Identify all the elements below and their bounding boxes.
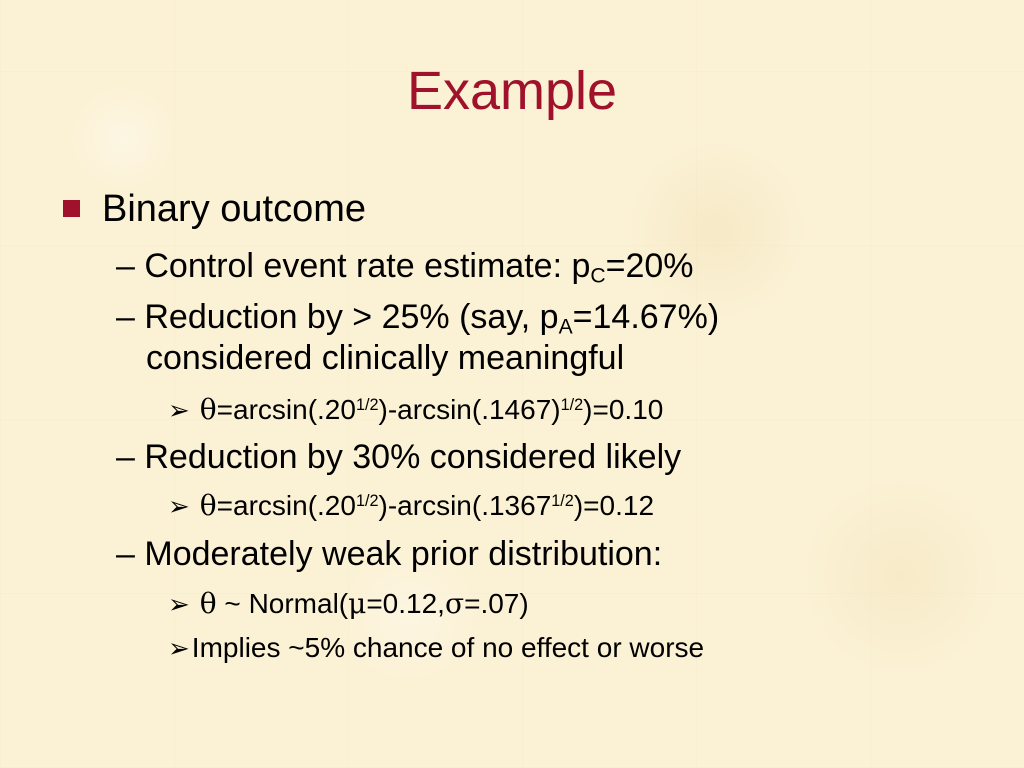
mu-symbol: μ bbox=[348, 587, 367, 620]
theta-formula-012 bbox=[168, 489, 655, 522]
theta-symbol: θ bbox=[199, 489, 217, 522]
formula-part: =0.12, bbox=[366, 588, 445, 619]
superscript: 1/2 bbox=[551, 492, 574, 511]
arrow-bullet-icon: ➢ bbox=[168, 589, 190, 619]
dash-bullet: – bbox=[116, 535, 135, 573]
dash-bullet: – bbox=[116, 247, 135, 285]
formula-part: ~ Normal( bbox=[216, 588, 349, 619]
theta-symbol: θ bbox=[199, 587, 217, 620]
subbullet-control-event-rate bbox=[116, 247, 694, 288]
reduction-25-text: Reduction by > 25% (say, p bbox=[144, 298, 559, 336]
superscript: 1/2 bbox=[355, 492, 379, 511]
formula-result: )=0.12 bbox=[573, 490, 655, 521]
formula-part: )-arcsin(.1367 bbox=[378, 490, 552, 521]
formula-part: =arcsin(.20 bbox=[216, 490, 356, 521]
arrow-bullet-icon: ➢ bbox=[168, 633, 190, 663]
control-rate-text: Control event rate estimate: p bbox=[144, 247, 591, 285]
subbullet-prior-distribution bbox=[116, 537, 662, 571]
subscript-a: A bbox=[558, 315, 573, 339]
formula-part: =arcsin(.20 bbox=[216, 394, 356, 425]
subbullet-reduction-25 bbox=[116, 298, 720, 339]
formula-part: =.07) bbox=[464, 588, 529, 619]
theta-symbol: θ bbox=[199, 393, 217, 426]
theta-normal-formula bbox=[168, 587, 529, 620]
slide-title: Example bbox=[406, 61, 618, 121]
square-bullet-icon bbox=[63, 200, 80, 217]
bullet-binary-outcome: Binary outcome bbox=[102, 188, 367, 230]
reduction-25-value: =14.67%) bbox=[572, 298, 720, 336]
sigma-symbol: σ bbox=[444, 587, 465, 620]
implies-text: Implies ~5% chance of no effect or worse bbox=[191, 632, 705, 663]
reduction-30-text: Reduction by 30% considered likely bbox=[144, 438, 682, 476]
dash-bullet: – bbox=[116, 438, 135, 476]
formula-result: )=0.10 bbox=[583, 394, 664, 425]
implies-line bbox=[168, 634, 704, 662]
subscript-c: C bbox=[590, 264, 606, 288]
superscript: 1/2 bbox=[560, 396, 584, 415]
theta-formula-010 bbox=[168, 393, 664, 426]
arrow-bullet-icon: ➢ bbox=[168, 395, 190, 425]
superscript: 1/2 bbox=[355, 396, 379, 415]
control-rate-value: =20% bbox=[605, 247, 694, 285]
arrow-bullet-icon: ➢ bbox=[168, 491, 190, 521]
reduction-25-continuation: considered clinically meaningful bbox=[146, 339, 625, 377]
dash-bullet: – bbox=[116, 298, 135, 336]
prior-distribution-text: Moderately weak prior distribution: bbox=[144, 535, 663, 573]
subbullet-reduction-30 bbox=[116, 440, 681, 474]
formula-part: )-arcsin(.1467) bbox=[378, 394, 561, 425]
